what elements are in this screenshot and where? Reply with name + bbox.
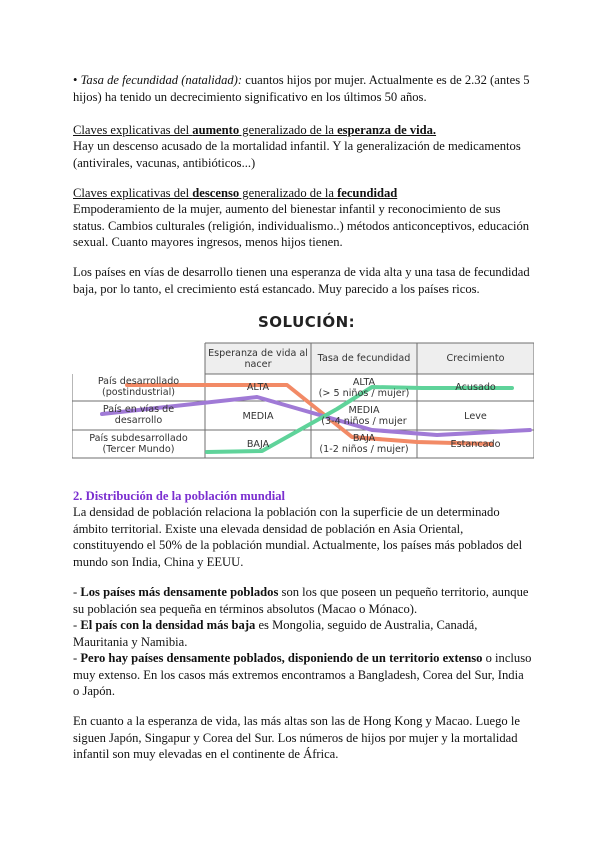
fertility-term: Tasa de fecundidad (natalidad):: [80, 73, 243, 87]
row-label-line: País subdesarrollado: [89, 433, 188, 444]
point-prefix: -: [73, 651, 81, 665]
header-fertility-rate: Tasa de fecundidad: [317, 353, 411, 364]
row-label-line: desarrollo: [114, 415, 163, 426]
row-label-developing: [72, 404, 205, 426]
growth-underdeveloped: Estancado: [450, 439, 501, 450]
life-h1: Claves explicativas del: [73, 123, 193, 137]
density-point: [73, 584, 533, 617]
row-label-line: País desarrollado: [97, 376, 180, 387]
life-developed: ALTA: [246, 382, 270, 393]
solution-title: SOLUCIÓN:: [258, 313, 356, 331]
fert-h4: fecundidad: [337, 186, 398, 200]
density-point: [73, 617, 533, 650]
fertility-level: BAJA: [352, 433, 376, 444]
life-expectancy-heading: [73, 122, 533, 139]
point-text: o incluso muy extenso. En los casos más extremos encontramos a Bangladesh, Corea del Sur, India o Japón.: [73, 651, 532, 699]
row-label-line: (postindustrial): [101, 387, 176, 398]
point-bold: El país con la densidad más baja: [80, 618, 256, 632]
closing-paragraph: En cuanto a la esperanza de vida, las más altas son las de Hong Kong y Macao. Luego le siguen Japón, Singapur y Corea del Sur. Los números de hijos por mujer y la mortalidad infantil son muy elevadas en el continente de África.: [73, 714, 520, 762]
row-label-developed: [72, 376, 205, 398]
fert-h2: descenso: [192, 186, 240, 200]
density-point: [73, 650, 533, 700]
distribution-body: La densidad de población relaciona la población con la superficie de un determinado ámbito territorial. Existe una elevada densidad de población en Asia Oriental, constituyendo el 50% de la población mundial. Actualmente, los países más poblados del mundo son India, China y EEUU.: [73, 505, 523, 569]
fertility-text: cuantos hijos por mujer. Actualmente es de 2.32 (antes 5 hijos) ha tenido un decrecimiento significativo en los últimos 50 años.: [73, 73, 530, 104]
row-label-line: País en vías de: [102, 404, 175, 415]
life-h3: generalizado de la: [239, 123, 338, 137]
header-life-expectancy: Esperanza de vida al nacer: [208, 348, 308, 370]
fertility-developing: [311, 405, 417, 427]
life-developing: MEDIA: [242, 411, 274, 422]
fertility-rate-paragraph: [73, 72, 533, 105]
life-h4: esperanza de vida.: [337, 123, 437, 137]
fert-h1: Claves explicativas del: [73, 186, 193, 200]
header-growth: Crecimiento: [446, 353, 505, 364]
fertility-decline-heading: [73, 185, 533, 202]
row-label-line: (Tercer Mundo): [102, 444, 175, 455]
point-prefix: -: [73, 618, 81, 632]
growth-developed: Acusado: [455, 382, 496, 393]
point-text: es Mongolia, seguido de Australia, Canadá, Mauritania y Namibia.: [73, 618, 478, 649]
fertility-decline-body: Empoderamiento de la mujer, aumento del bienestar infantil y reconocimiento de sus status. Cambios culturales (religión, individualismo..) métodos anticonceptivos, educación sexual. Cuanto mayores ingresos, menos hijos tienen.: [73, 202, 530, 250]
fertility-underdeveloped: [311, 433, 417, 455]
fertility-developed: [311, 377, 417, 399]
life-expectancy-body: Hay un descenso acusado de la mortalidad infantil. Y la generalización de medicamentos (antivirales, vacunas, antibióticos...): [73, 139, 521, 170]
fertility-level: MEDIA: [348, 405, 380, 416]
row-label-underdeveloped: [72, 433, 205, 455]
solution-table: [72, 334, 534, 462]
point-text: son los que poseen un pequeño territorio, aunque su población sea pequeña en términos absolutos (Macao o Mónaco).: [73, 585, 529, 616]
fert-h3: generalizado de la: [239, 186, 338, 200]
fertility-level: ALTA: [352, 377, 376, 388]
section-heading: 2. Distribución de la población mundial: [73, 489, 286, 503]
fertility-detail: (3-4 niños / mujer: [321, 416, 407, 427]
growth-developing: Leve: [464, 411, 487, 422]
life-h2: aumento: [192, 123, 240, 137]
point-bold: Pero hay países densamente poblados, disponiendo de un territorio extenso: [80, 651, 483, 665]
bullet: •: [73, 73, 78, 87]
point-prefix: -: [73, 585, 81, 599]
point-bold: Los países más densamente poblados: [80, 585, 279, 599]
fertility-detail: (> 5 niños / mujer): [318, 388, 410, 399]
fertility-detail: (1-2 niños / mujer): [319, 444, 409, 455]
developing-countries-paragraph: Los países en vías de desarrollo tienen una esperanza de vida alta y una tasa de fecundidad baja, por lo tanto, el crecimiento está estancado. Muy parecido a los países ricos.: [73, 265, 530, 296]
life-underdeveloped: BAJA: [246, 439, 270, 450]
